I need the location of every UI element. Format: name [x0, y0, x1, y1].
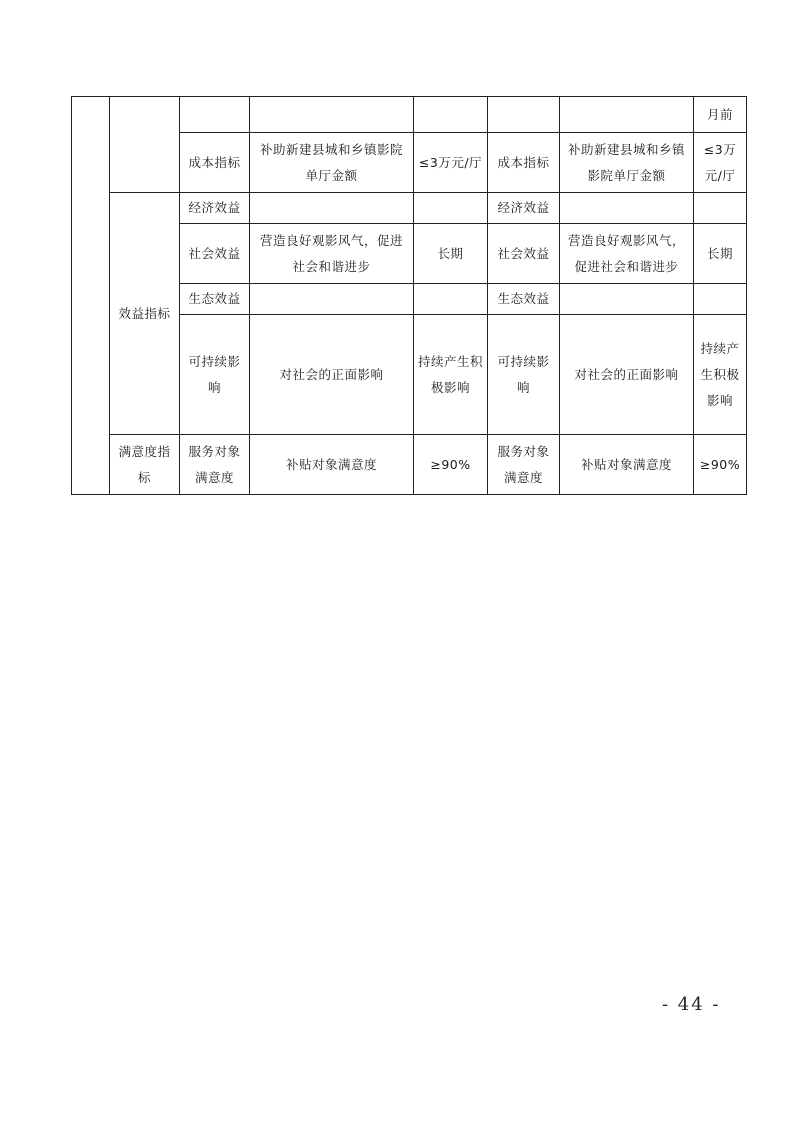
content-cell	[250, 284, 414, 315]
group-label-satisfaction: 满意度指标	[110, 435, 180, 495]
value-cell: 持续产生积极影响	[414, 315, 488, 435]
value-cell: 长期	[694, 224, 747, 284]
value-cell	[694, 193, 747, 224]
value-cell	[414, 193, 488, 224]
table-row	[72, 193, 747, 224]
metric-cell: 服务对象满意度	[488, 435, 560, 495]
metric-cell: 社会效益	[488, 224, 560, 284]
table-cell-value: 月前	[694, 97, 747, 133]
table-cell-blank	[560, 97, 694, 133]
content-cell	[560, 284, 694, 315]
value-cell	[694, 284, 747, 315]
table-row	[72, 97, 747, 133]
group-label-benefit: 效益指标	[110, 193, 180, 435]
table-cell-blank	[110, 97, 180, 193]
content-cell: 对社会的正面影响	[560, 315, 694, 435]
value-cell	[414, 284, 488, 315]
value-cell: 持续产生积极影响	[694, 315, 747, 435]
value-cell: ≤3万元/厅	[694, 133, 747, 193]
table-row	[72, 435, 747, 495]
metric-cell: 可持续影响	[488, 315, 560, 435]
content-cell	[250, 193, 414, 224]
page-number: - 44 -	[662, 994, 721, 1015]
value-cell: 长期	[414, 224, 488, 284]
table-cell-blank	[72, 97, 110, 495]
metric-cell: 成本指标	[488, 133, 560, 193]
value-cell: ≥90%	[694, 435, 747, 495]
table-cell-blank	[180, 97, 250, 133]
content-cell: 营造良好观影风气，促进社会和谐进步	[560, 224, 694, 284]
table-cell-blank	[414, 97, 488, 133]
content-cell: 补助新建县城和乡镇影院单厅金额	[560, 133, 694, 193]
content-cell: 补贴对象满意度	[250, 435, 414, 495]
content-cell: 对社会的正面影响	[250, 315, 414, 435]
table-cell-blank	[488, 97, 560, 133]
metric-cell: 成本指标	[180, 133, 250, 193]
value-cell: ≤3万元/厅	[414, 133, 488, 193]
value-cell: ≥90%	[414, 435, 488, 495]
metric-cell: 生态效益	[488, 284, 560, 315]
content-cell: 补贴对象满意度	[560, 435, 694, 495]
metric-cell: 经济效益	[180, 193, 250, 224]
metric-cell: 社会效益	[180, 224, 250, 284]
performance-indicator-table	[71, 96, 747, 495]
table-cell-blank	[250, 97, 414, 133]
content-cell	[560, 193, 694, 224]
content-cell: 营造良好观影风气，促进社会和谐进步	[250, 224, 414, 284]
content-cell: 补助新建县城和乡镇影院单厅金额	[250, 133, 414, 193]
metric-cell: 经济效益	[488, 193, 560, 224]
metric-cell: 生态效益	[180, 284, 250, 315]
metric-cell: 服务对象满意度	[180, 435, 250, 495]
metric-cell: 可持续影响	[180, 315, 250, 435]
